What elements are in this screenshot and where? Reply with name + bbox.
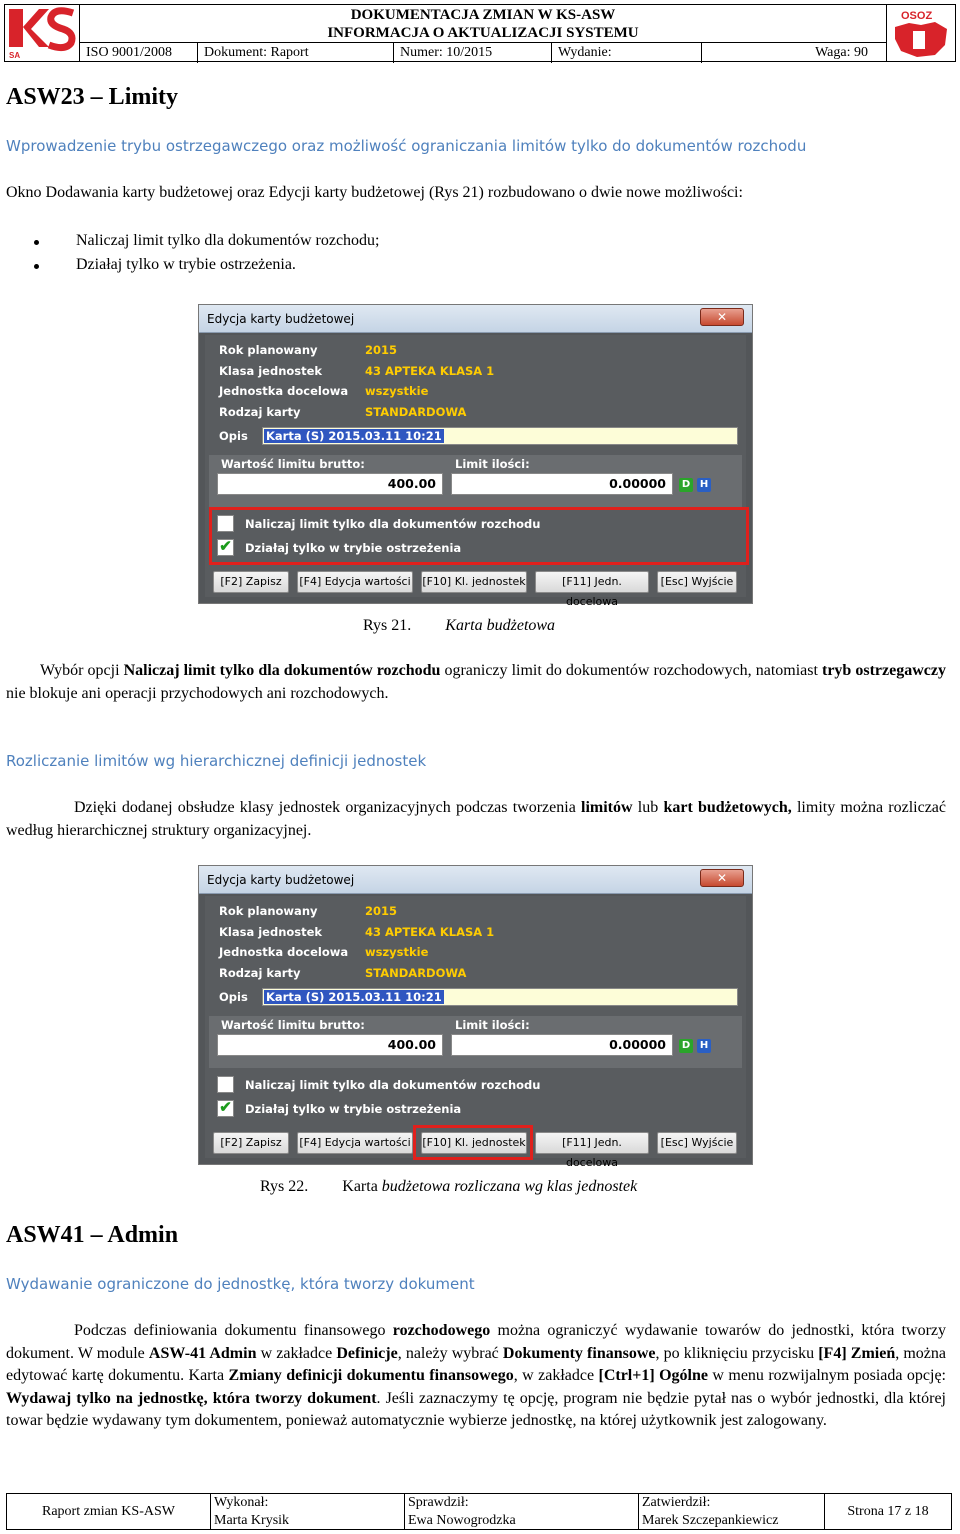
svg-text:SA: SA bbox=[9, 51, 21, 60]
svg-text:OSOZ: OSOZ bbox=[901, 10, 933, 22]
field-label: Klasa jednostek bbox=[219, 925, 323, 939]
description-input[interactable] bbox=[262, 427, 738, 445]
description-input[interactable] bbox=[262, 988, 738, 1006]
footer-wykonal: Wykonał: Marta Krysik bbox=[211, 1494, 405, 1529]
unit-class-button[interactable]: [F10] Kl. jednostek bbox=[421, 571, 527, 593]
bullet-item: Działaj tylko w trybie ostrzeżenia. bbox=[36, 256, 296, 274]
class-value[interactable]: 43 APTEKA KLASA 1 bbox=[365, 364, 495, 378]
numer-cell: Numer: 10/2015 bbox=[394, 43, 552, 63]
checkbox-expenditure-only[interactable] bbox=[217, 1076, 234, 1093]
field-label: Rok planowany bbox=[219, 904, 318, 918]
section-title-asw41: ASW41 – Admin bbox=[6, 1222, 179, 1248]
budget-card-dialog-2 bbox=[198, 865, 753, 1169]
dokument-cell: Dokument: Raport bbox=[198, 43, 394, 63]
qty-limit-input[interactable]: 0.00000 bbox=[451, 473, 673, 495]
checkbox-label: Działaj tylko w trybie ostrzeżenia bbox=[245, 1102, 462, 1116]
unit-class-button[interactable]: [F10] Kl. jednostek bbox=[421, 1132, 527, 1154]
waga-cell: Waga: 90 bbox=[815, 45, 868, 60]
unit-value[interactable]: wszystkie bbox=[365, 384, 429, 398]
card-type-value[interactable]: STANDARDOWA bbox=[365, 966, 467, 980]
exit-button[interactable]: [Esc] Wyjście bbox=[657, 1132, 737, 1154]
doc-subtitle: INFORMACJA O AKTUALIZACJI SYSTEMU bbox=[327, 25, 639, 41]
section-subtitle-asw41: Wydawanie ograniczone do jednostkę, która tworzy dokument bbox=[6, 1275, 475, 1293]
options-paragraph: Wybór opcji Naliczaj limit tylko dla dokumentów rozchodu ograniczy limit do dokumentów rozchodowych, natomiast tryb ostrzegawczy nie blokuje ani operacji przychodowych ani rozchodowych. bbox=[6, 662, 946, 702]
dialog-title: Edycja karty budżetowej bbox=[199, 866, 752, 894]
field-label: Jednostka docelowa bbox=[219, 384, 349, 398]
highlight-box bbox=[209, 507, 749, 565]
dialog-title: Edycja karty budżetowej bbox=[199, 305, 752, 333]
close-button[interactable]: ✕ bbox=[700, 869, 744, 887]
unit-value[interactable]: wszystkie bbox=[365, 945, 429, 959]
target-unit-button[interactable]: [F11] Jedn. docelowa bbox=[535, 571, 649, 593]
admin-paragraph: Podczas definiowania dokumentu finansowego rozchodowego można ograniczyć wydawanie towarów do jednostki, która tworzy dokument. W module ASW-41 Admin w zakładce Definicje, należy wybrać Dokumenty finansowe, po kliknięciu przycisku [F4] Zmień, można edytować kartę dokumentu. Karta Zmiany definicji dokumentu finansowego, w zakładce [Ctrl+1] Ogólne w menu rozwijalnym posiada opcję: Wydawaj tylko na jednostkę, która tworzy dokument. Jeśli zaznaczymy tę opcję, program nie będzie pytał nas o wybór jednostki, dla której towar będzie wydawany tym dokumentem, ponieważ automatycznie wybierze jednostkę, na której użytkownik jest zalogowany. bbox=[6, 1322, 947, 1429]
target-unit-button[interactable]: [F11] Jedn. docelowa bbox=[535, 1132, 649, 1154]
save-button[interactable]: [F2] Zapisz bbox=[213, 1132, 289, 1154]
doc-title: DOKUMENTACJA ZMIAN W KS-ASW bbox=[350, 7, 616, 23]
class-value[interactable]: 43 APTEKA KLASA 1 bbox=[365, 925, 495, 939]
edit-value-button[interactable]: [F4] Edycja wartości bbox=[297, 1132, 413, 1154]
d-button[interactable]: D bbox=[679, 1039, 693, 1053]
exit-button[interactable]: [Esc] Wyjście bbox=[657, 571, 737, 593]
value-limit-input[interactable]: 400.00 bbox=[217, 1034, 443, 1056]
page-header bbox=[4, 4, 956, 62]
d-button[interactable]: D bbox=[679, 478, 693, 492]
field-label: Rodzaj karty bbox=[219, 405, 301, 419]
year-value[interactable]: 2015 bbox=[365, 904, 398, 918]
figure-caption-21: Rys 21. Karta budżetowa bbox=[363, 617, 556, 634]
checkbox-label: Naliczaj limit tylko dla dokumentów rozchodu bbox=[245, 1078, 541, 1092]
osoz-logo bbox=[886, 4, 956, 62]
iso-cell: ISO 9001/2008 bbox=[80, 43, 198, 63]
close-button[interactable]: ✕ bbox=[700, 308, 744, 326]
bullet-dot bbox=[34, 264, 39, 269]
dialog-body bbox=[205, 896, 746, 1169]
header-meta-row bbox=[80, 42, 886, 63]
description-text: Karta (S) 2015.03.11 10:21 bbox=[266, 429, 442, 443]
footer-sprawdzil: Sprawdził: Ewa Nowogrodzka bbox=[405, 1494, 639, 1529]
wydanie-cell: Wydanie: bbox=[552, 43, 702, 63]
section-subtitle-asw23: Wprowadzenie trybu ostrzegawczego oraz możliwość ograniczania limitów tylko do dokumentów rozchodu bbox=[6, 137, 807, 155]
field-label: Opis bbox=[219, 429, 248, 443]
field-label: Rodzaj karty bbox=[219, 966, 301, 980]
checkbox-warning-mode[interactable]: ✔ bbox=[217, 1100, 234, 1117]
card-type-value[interactable]: STANDARDOWA bbox=[365, 405, 467, 419]
qty-limit-input[interactable]: 0.00000 bbox=[451, 1034, 673, 1056]
section-subtitle-hierarchy: Rozliczanie limitów wg hierarchicznej definicji jednostek bbox=[6, 752, 427, 770]
limits-panel bbox=[209, 1016, 742, 1068]
field-label: Klasa jednostek bbox=[219, 364, 323, 378]
bullet-item: Naliczaj limit tylko dla dokumentów rozchodu; bbox=[36, 232, 379, 250]
ks-logo bbox=[4, 4, 80, 62]
checkbox-label: Naliczaj limit tylko dla dokumentów rozchodu bbox=[245, 517, 541, 531]
year-value[interactable]: 2015 bbox=[365, 343, 398, 357]
highlight-box bbox=[413, 1125, 533, 1160]
footer-page-number: Strona 17 z 18 bbox=[847, 1504, 929, 1519]
value-limit-label: Wartość limitu brutto: bbox=[221, 457, 365, 471]
header-info bbox=[80, 4, 886, 62]
field-label: Rok planowany bbox=[219, 343, 318, 357]
checkbox-label: Działaj tylko w trybie ostrzeżenia bbox=[245, 541, 462, 555]
checkbox-warning-mode[interactable]: ✔ bbox=[217, 539, 234, 556]
section-title-asw23: ASW23 – Limity bbox=[6, 84, 179, 110]
figure-caption-22: Rys 22. Karta budżetowa rozliczana wg klas jednostek bbox=[260, 1178, 638, 1195]
hierarchy-paragraph: Dzięki dodanej obsłudze klasy jednostek organizacyjnych podczas tworzenia limitów lub kart budżetowych, limity można rozliczać według hierarchicznej struktury organizacyjnej. bbox=[6, 799, 947, 839]
field-label: Jednostka docelowa bbox=[219, 945, 349, 959]
bullet-dot bbox=[34, 240, 39, 245]
save-button[interactable]: [F2] Zapisz bbox=[213, 571, 289, 593]
intro-paragraph: Okno Dodawania karty budżetowej oraz Edycji karty budżetowej (Rys 21) rozbudowano o dwie nowe możliwości: bbox=[6, 184, 743, 201]
qty-limit-label: Limit ilości: bbox=[455, 457, 530, 471]
footer-zatwierdzil: Zatwierdził: Marek Szczepankiewicz bbox=[639, 1494, 825, 1529]
qty-limit-label: Limit ilości: bbox=[455, 1018, 530, 1032]
budget-card-dialog-1 bbox=[198, 304, 753, 608]
field-label: Opis bbox=[219, 990, 248, 1004]
h-button[interactable]: H bbox=[697, 478, 711, 492]
value-limit-label: Wartość limitu brutto: bbox=[221, 1018, 365, 1032]
footer-report: Raport zmian KS-ASW bbox=[7, 1494, 211, 1529]
dialog-body bbox=[205, 335, 746, 608]
h-button[interactable]: H bbox=[697, 1039, 711, 1053]
value-limit-input[interactable]: 400.00 bbox=[217, 473, 443, 495]
page-footer bbox=[6, 1493, 952, 1530]
edit-value-button[interactable]: [F4] Edycja wartości bbox=[297, 571, 413, 593]
description-text: Karta (S) 2015.03.11 10:21 bbox=[266, 990, 442, 1004]
limits-panel bbox=[209, 455, 742, 507]
